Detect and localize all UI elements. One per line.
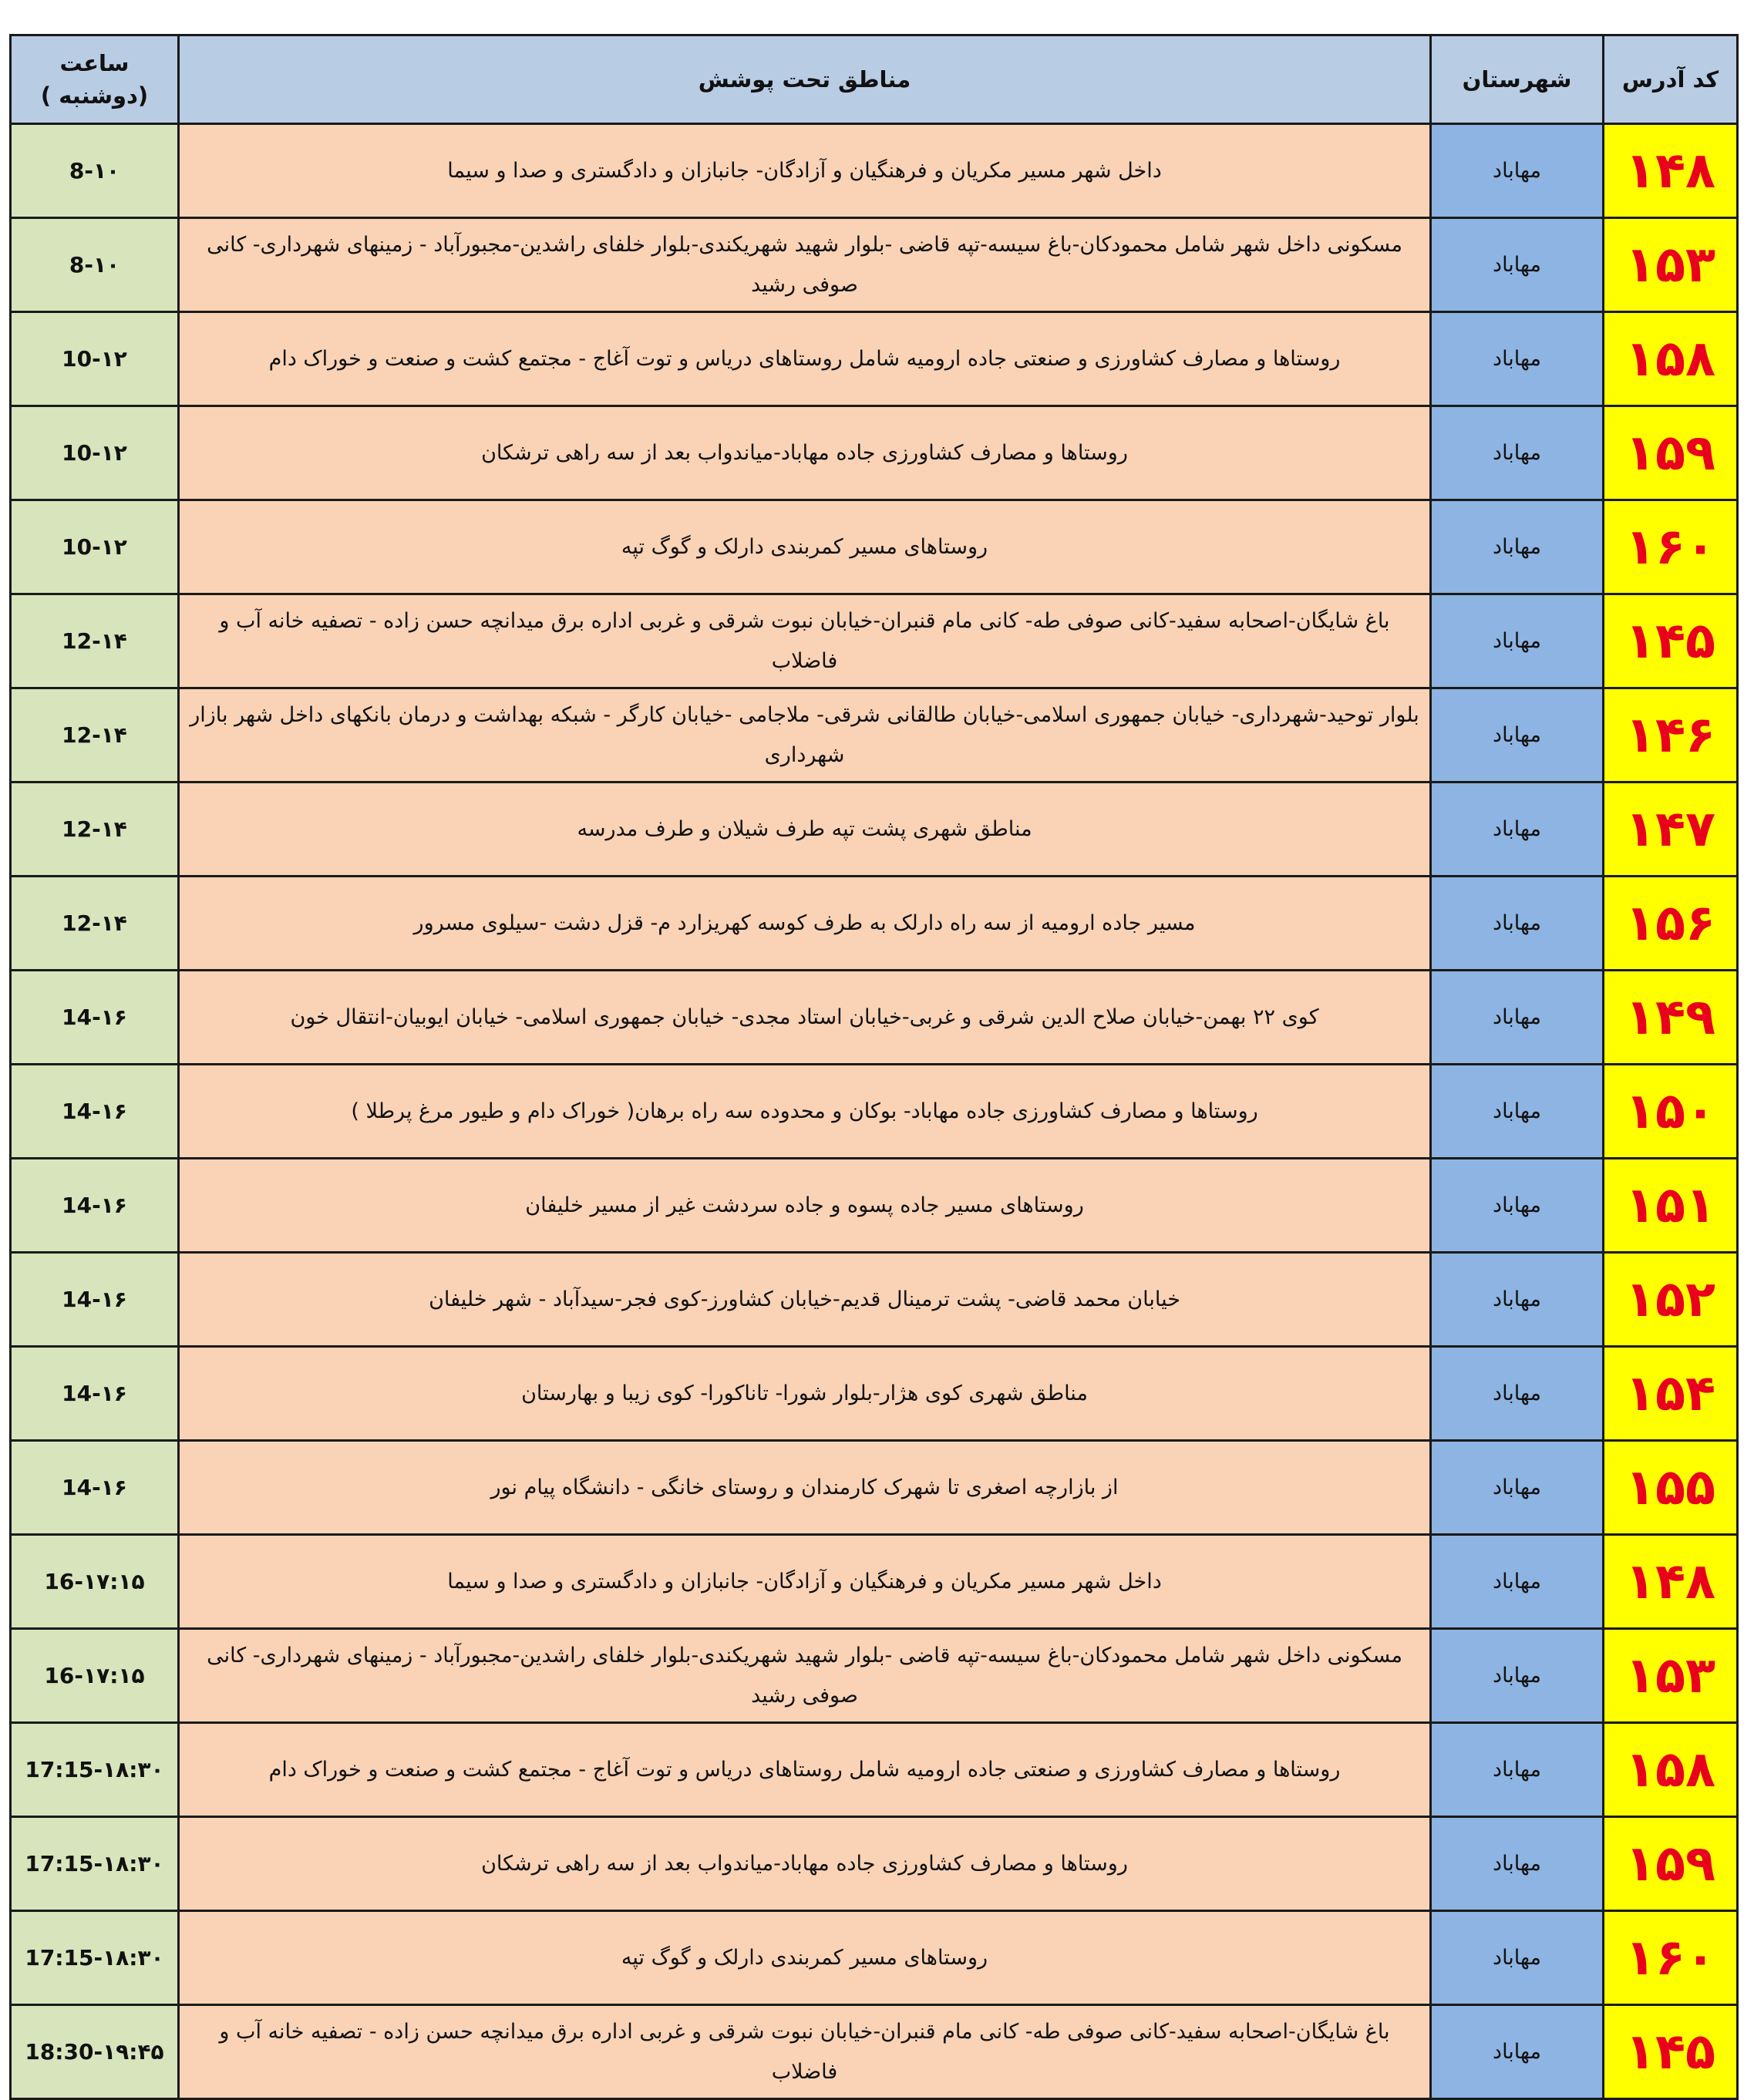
address-code-cell: ۱۴۵: [1604, 2005, 1738, 2099]
time-slot-cell: [11, 594, 179, 688]
address-code-cell: ۱۵۵: [1604, 1441, 1738, 1535]
time-slot-value: 17:15-۱۸:۳۰: [25, 1851, 164, 1876]
address-code-cell: ۱۵۳: [1604, 218, 1738, 312]
time-slot-cell: [11, 406, 179, 500]
table-row: [11, 1535, 1738, 1629]
time-slot-cell: [11, 124, 179, 218]
city-cell: مهاباد: [1431, 1159, 1604, 1253]
time-slot-value: 14-۱۶: [62, 1287, 127, 1312]
time-slot-value: 16-۱۷:۱۵: [44, 1569, 145, 1594]
time-slot-value: 14-۱۶: [62, 1381, 127, 1406]
time-slot-cell: [11, 1441, 179, 1535]
time-slot-cell: [11, 1159, 179, 1253]
time-slot-cell: [11, 1253, 179, 1347]
address-code-cell: ۱۴۵: [1604, 594, 1738, 688]
city-cell: مهاباد: [1431, 1911, 1604, 2005]
header-code: کد آدرس: [1604, 35, 1738, 124]
time-slot-cell: [11, 782, 179, 877]
table-row: [11, 1723, 1738, 1817]
time-slot-cell: [11, 500, 179, 594]
coverage-area-cell: روستاها و مصارف کشاورزی جاده مهاباد- بوکان و محدوده سه راه برهان( خوراک دام و طیور مرغ پرطلا ): [179, 1065, 1431, 1159]
address-code-cell: ۱۵۱: [1604, 1159, 1738, 1253]
table-row: [11, 1629, 1738, 1723]
address-code-cell: ۱۴۸: [1604, 1535, 1738, 1629]
table-row: [11, 218, 1738, 312]
city-cell: مهاباد: [1431, 2005, 1604, 2099]
time-slot-value: 17:15-۱۸:۳۰: [25, 1757, 164, 1782]
table-row: [11, 1253, 1738, 1347]
table-row: [11, 1159, 1738, 1253]
time-slot-value: 14-۱۶: [62, 1099, 127, 1124]
coverage-area-cell: باغ شایگان-اصحابه سفید-کانی صوفی طه- کانی مام قنبران-خیابان نبوت شرقی و غربی اداره برق میدانچه حسن زاده - تصفیه خانه آب و فاضلاب: [179, 2005, 1431, 2099]
time-slot-value: 12-۱۴: [62, 910, 127, 936]
table-row: [11, 2005, 1738, 2099]
city-cell: مهاباد: [1431, 406, 1604, 500]
city-cell: مهاباد: [1431, 124, 1604, 218]
header-time-label: ساعت: [59, 49, 130, 76]
coverage-area-cell: باغ شایگان-اصحابه سفید-کانی صوفی طه- کانی مام قنبران-خیابان نبوت شرقی و غربی اداره برق میدانچه حسن زاده - تصفیه خانه آب و فاضلاب: [179, 594, 1431, 688]
address-code-cell: ۱۶۰: [1604, 1911, 1738, 2005]
coverage-area-cell: مسیر جاده ارومیه از سه راه دارلک به طرف کوسه کهریزارد م- قزل دشت -سیلوی مسرور: [179, 877, 1431, 971]
address-code-cell: ۱۴۷: [1604, 782, 1738, 877]
address-code-cell: ۱۶۰: [1604, 500, 1738, 594]
time-slot-value: 10-۱۲: [62, 346, 127, 372]
table-row: [11, 406, 1738, 500]
coverage-area-cell: روستاها و مصارف کشاورزی جاده مهاباد-میاندواب بعد از سه راهی ترشکان: [179, 406, 1431, 500]
coverage-area-cell: بلوار توحید-شهرداری- خیابان جمهوری اسلامی-خیابان طالقانی شرقی- ملاجامی -خیابان کارگر - شبکه بهداشت و درمان بانکهای داخل شهر بازار شهرداری: [179, 688, 1431, 782]
table-row: [11, 594, 1738, 688]
city-cell: مهاباد: [1431, 1817, 1604, 1911]
table-row: [11, 971, 1738, 1065]
address-code-cell: ۱۵۸: [1604, 312, 1738, 406]
coverage-area-cell: مسکونی داخل شهر شامل محمودکان-باغ سیسه-تپه قاضی -بلوار شهید شهریکندی-بلوار خلفای راشدین-مجبورآباد - زمینهای شهرداری- کانی صوفی رشید: [179, 218, 1431, 312]
address-code-cell: ۱۴۸: [1604, 124, 1738, 218]
city-cell: مهاباد: [1431, 1629, 1604, 1723]
time-slot-cell: [11, 1629, 179, 1723]
time-slot-value: 14-۱۶: [62, 1193, 127, 1218]
outage-schedule-table: [9, 34, 1739, 2100]
table-row: [11, 124, 1738, 218]
table-row: [11, 1441, 1738, 1535]
address-code-cell: ۱۴۹: [1604, 971, 1738, 1065]
coverage-area-cell: مناطق شهری کوی هژار-بلوار شورا- تاناکورا- کوی زیبا و بهارستان: [179, 1347, 1431, 1441]
city-cell: مهاباد: [1431, 312, 1604, 406]
address-code-cell: ۱۵۹: [1604, 1817, 1738, 1911]
table-row: [11, 877, 1738, 971]
city-cell: مهاباد: [1431, 218, 1604, 312]
city-cell: مهاباد: [1431, 594, 1604, 688]
table-row: [11, 1911, 1738, 2005]
coverage-area-cell: از بازارچه اصغری تا شهرک کارمندان و روستای خانگی - دانشگاه پیام نور: [179, 1441, 1431, 1535]
address-code-cell: ۱۵۸: [1604, 1723, 1738, 1817]
time-slot-cell: [11, 971, 179, 1065]
city-cell: مهاباد: [1431, 1441, 1604, 1535]
time-slot-value: 16-۱۷:۱۵: [44, 1663, 145, 1688]
header-area: مناطق تحت پوشش: [179, 35, 1431, 124]
city-cell: مهاباد: [1431, 500, 1604, 594]
time-slot-value: 17:15-۱۸:۳۰: [25, 1945, 164, 1970]
coverage-area-cell: مناطق شهری پشت تپه طرف شیلان و طرف مدرسه: [179, 782, 1431, 877]
time-slot-value: 10-۱۲: [62, 440, 127, 466]
coverage-area-cell: داخل شهر مسیر مکریان و فرهنگیان و آزادگان- جانبازان و دادگستری و صدا و سیما: [179, 1535, 1431, 1629]
time-slot-cell: [11, 688, 179, 782]
time-slot-value: 8-۱۰: [69, 252, 120, 278]
coverage-area-cell: مسکونی داخل شهر شامل محمودکان-باغ سیسه-تپه قاضی -بلوار شهید شهریکندی-بلوار خلفای راشدین-مجبورآباد - زمینهای شهرداری- کانی صوفی رشید: [179, 1629, 1431, 1723]
city-cell: مهاباد: [1431, 1535, 1604, 1629]
address-code-cell: ۱۵۴: [1604, 1347, 1738, 1441]
time-slot-cell: [11, 1347, 179, 1441]
address-code-cell: ۱۵۳: [1604, 1629, 1738, 1723]
coverage-area-cell: داخل شهر مسیر مکریان و فرهنگیان و آزادگان- جانبازان و دادگستری و صدا و سیما: [179, 124, 1431, 218]
coverage-area-cell: روستاهای مسیر کمربندی دارلک و گوگ تپه: [179, 1911, 1431, 2005]
time-slot-cell: [11, 1911, 179, 2005]
table-row: [11, 688, 1738, 782]
table-body: [11, 124, 1738, 2099]
time-slot-cell: [11, 1535, 179, 1629]
header-city: شهرستان: [1431, 35, 1604, 124]
coverage-area-cell: روستاها و مصارف کشاورزی و صنعتی جاده ارومیه شامل روستاهای دریاس و توت آغاج - مجتمع کشت و صنعت و خوراک دام: [179, 312, 1431, 406]
address-code-cell: ۱۵۹: [1604, 406, 1738, 500]
time-slot-value: 12-۱۴: [62, 722, 127, 748]
header-time-day: (دوشنبه ): [40, 82, 149, 109]
time-slot-value: 8-۱۰: [69, 158, 120, 183]
time-slot-cell: [11, 1817, 179, 1911]
time-slot-value: 12-۱۴: [62, 816, 127, 842]
time-slot-cell: [11, 312, 179, 406]
coverage-area-cell: روستاهای مسیر کمربندی دارلک و گوگ تپه: [179, 500, 1431, 594]
city-cell: مهاباد: [1431, 971, 1604, 1065]
time-slot-cell: [11, 1065, 179, 1159]
header-time: [11, 35, 179, 124]
header-row: [11, 35, 1738, 124]
table-row: [11, 1347, 1738, 1441]
time-slot-value: 10-۱۲: [62, 534, 127, 560]
time-slot-cell: [11, 218, 179, 312]
coverage-area-cell: روستاها و مصارف کشاورزی و صنعتی جاده ارومیه شامل روستاهای دریاس و توت آغاج - مجتمع کشت و صنعت و خوراک دام: [179, 1723, 1431, 1817]
address-code-cell: ۱۵۲: [1604, 1253, 1738, 1347]
time-slot-value: 14-۱۶: [62, 1475, 127, 1500]
coverage-area-cell: روستاهای مسیر جاده پسوه و جاده سردشت غیر از مسیر خلیفان: [179, 1159, 1431, 1253]
city-cell: مهاباد: [1431, 1065, 1604, 1159]
time-slot-value: 12-۱۴: [62, 628, 127, 654]
address-code-cell: ۱۵۶: [1604, 877, 1738, 971]
city-cell: مهاباد: [1431, 782, 1604, 877]
table-row: [11, 500, 1738, 594]
table-row: [11, 312, 1738, 406]
time-slot-value: 14-۱۶: [62, 1005, 127, 1030]
table-row: [11, 1817, 1738, 1911]
city-cell: مهاباد: [1431, 1723, 1604, 1817]
coverage-area-cell: خیابان محمد قاضی- پشت ترمینال قدیم-خیابان کشاورز-کوی فجر-سیدآباد - شهر خلیفان: [179, 1253, 1431, 1347]
table-row: [11, 782, 1738, 877]
time-slot-value: 18:30-۱۹:۴۵: [25, 2039, 164, 2065]
time-slot-cell: [11, 1723, 179, 1817]
coverage-area-cell: کوی ۲۲ بهمن-خیابان صلاح الدین شرقی و غربی-خیابان استاد مجدی- خیابان جمهوری اسلامی- خیابان ایوبیان-انتقال خون: [179, 971, 1431, 1065]
city-cell: مهاباد: [1431, 688, 1604, 782]
city-cell: مهاباد: [1431, 1253, 1604, 1347]
time-slot-cell: [11, 877, 179, 971]
address-code-cell: ۱۴۶: [1604, 688, 1738, 782]
city-cell: مهاباد: [1431, 1347, 1604, 1441]
time-slot-cell: [11, 2005, 179, 2099]
outage-schedule-sheet: [9, 34, 1736, 2100]
coverage-area-cell: روستاها و مصارف کشاورزی جاده مهاباد-میاندواب بعد از سه راهی ترشکان: [179, 1817, 1431, 1911]
address-code-cell: ۱۵۰: [1604, 1065, 1738, 1159]
table-row: [11, 1065, 1738, 1159]
city-cell: مهاباد: [1431, 877, 1604, 971]
